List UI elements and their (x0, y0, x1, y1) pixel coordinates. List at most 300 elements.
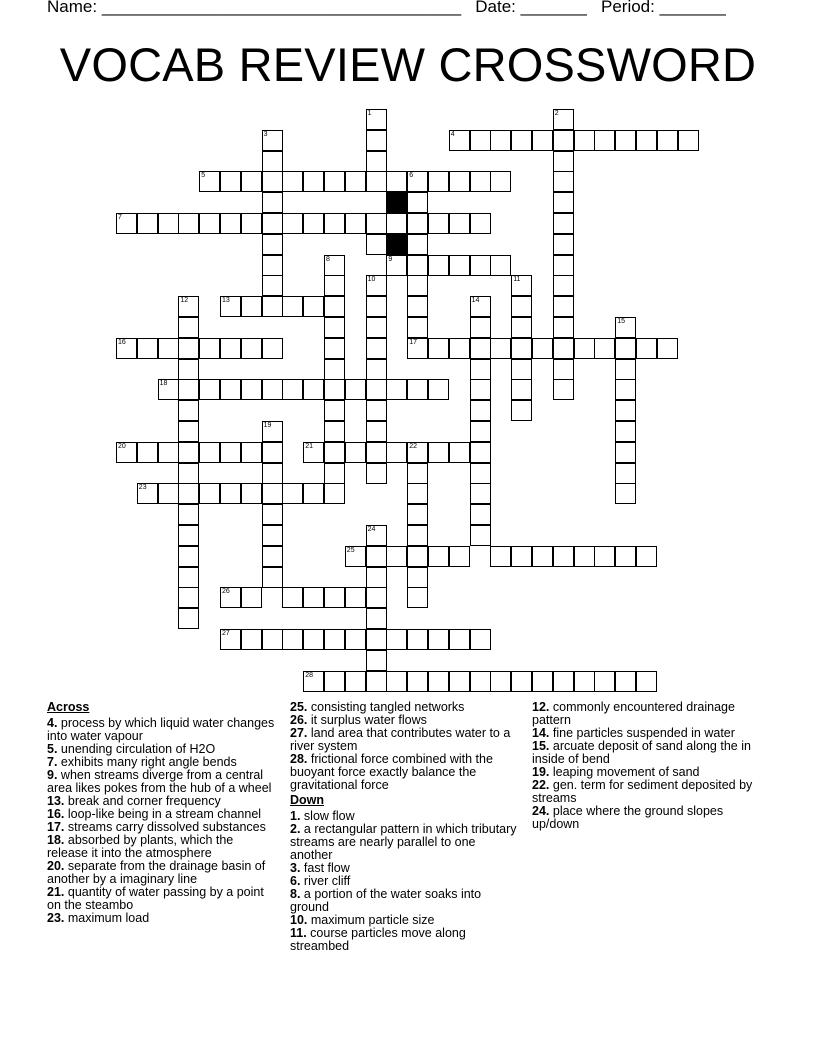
clue-text: frictional force combined with the buoyant force exactly balance the gravitational force (290, 752, 493, 792)
crossword-cell[interactable] (178, 463, 199, 484)
crossword-cell[interactable] (220, 629, 241, 650)
crossword-cell[interactable] (407, 525, 428, 546)
crossword-cell[interactable] (366, 379, 387, 400)
crossword-cell[interactable] (553, 359, 574, 380)
crossword-cell[interactable] (553, 130, 574, 151)
crossword-cell[interactable] (303, 587, 324, 608)
crossword-cell[interactable] (407, 296, 428, 317)
clue-item (47, 834, 277, 860)
crossword-cell[interactable] (490, 546, 511, 567)
crossword-cell[interactable] (241, 213, 262, 234)
crossword-cell[interactable] (366, 587, 387, 608)
crossword-cell[interactable] (490, 338, 511, 359)
crossword-cell[interactable] (490, 255, 511, 276)
crossword-cell[interactable] (262, 234, 283, 255)
crossword-cell[interactable] (303, 213, 324, 234)
crossword-cell[interactable] (366, 546, 387, 567)
crossword-cell[interactable] (324, 442, 345, 463)
crossword-cell[interactable] (553, 317, 574, 338)
crossword-cell[interactable] (199, 442, 220, 463)
crossword-cell[interactable] (407, 338, 428, 359)
crossword-cell[interactable] (366, 296, 387, 317)
crossword-cell[interactable] (470, 130, 491, 151)
crossword-cell[interactable] (386, 442, 407, 463)
crossword-cell[interactable] (407, 171, 428, 192)
crossword-cell[interactable] (178, 359, 199, 380)
crossword-cell[interactable] (241, 629, 262, 650)
crossword-cell[interactable] (428, 379, 449, 400)
clue-text: slow flow (303, 809, 355, 823)
crossword-cell[interactable] (615, 317, 636, 338)
crossword-cell[interactable] (553, 213, 574, 234)
crossword-cell[interactable] (594, 338, 615, 359)
clue-number: 19 (263, 422, 272, 429)
crossword-cell[interactable] (366, 275, 387, 296)
crossword-cell[interactable] (178, 567, 199, 588)
clue-number-label: 27. (290, 726, 308, 740)
crossword-cell[interactable] (345, 442, 366, 463)
crossword-cell[interactable] (262, 213, 283, 234)
crossword-cell[interactable] (220, 483, 241, 504)
crossword-cell[interactable] (282, 296, 303, 317)
crossword-cell[interactable] (178, 525, 199, 546)
crossword-cell[interactable] (220, 442, 241, 463)
crossword-cell[interactable] (158, 338, 179, 359)
crossword-cell[interactable] (178, 483, 199, 504)
crossword-cell[interactable] (303, 483, 324, 504)
crossword-cell[interactable] (262, 379, 283, 400)
crossword-cell[interactable] (407, 567, 428, 588)
crossword-cell[interactable] (615, 483, 636, 504)
crossword-cell[interactable] (449, 671, 470, 692)
crossword-cell[interactable] (449, 629, 470, 650)
crossword-cell[interactable] (428, 629, 449, 650)
crossword-cell[interactable] (366, 151, 387, 172)
crossword-cell[interactable] (241, 338, 262, 359)
crossword-cell[interactable] (615, 442, 636, 463)
crossword-cell[interactable] (470, 671, 491, 692)
crossword-cell[interactable] (470, 400, 491, 421)
crossword-cell[interactable] (262, 629, 283, 650)
crossword-cell[interactable] (553, 275, 574, 296)
crossword-cell[interactable] (574, 338, 595, 359)
crossword-cell[interactable] (303, 296, 324, 317)
crossword-cell[interactable] (470, 629, 491, 650)
crossword-cell[interactable] (636, 546, 657, 567)
crossword-cell[interactable] (366, 442, 387, 463)
crossword-cell[interactable] (615, 546, 636, 567)
crossword-cell[interactable] (241, 379, 262, 400)
crossword-cell[interactable] (553, 379, 574, 400)
crossword-cell[interactable] (428, 171, 449, 192)
crossword-cell[interactable] (345, 171, 366, 192)
crossword-cell[interactable] (262, 338, 283, 359)
crossword-cell[interactable] (428, 213, 449, 234)
clue-number: 11 (513, 276, 521, 284)
crossword-cell[interactable] (470, 379, 491, 400)
crossword-cell[interactable] (241, 483, 262, 504)
crossword-cell[interactable] (574, 130, 595, 151)
crossword-cell[interactable] (220, 379, 241, 400)
crossword-cell[interactable] (262, 255, 283, 276)
crossword-cell[interactable] (262, 442, 283, 463)
crossword-cell[interactable] (574, 671, 595, 692)
crossword-cell[interactable] (262, 525, 283, 546)
crossword-cell[interactable] (594, 546, 615, 567)
crossword-cell[interactable] (449, 338, 470, 359)
crossword-cell[interactable] (470, 338, 491, 359)
student-info-line (47, 0, 787, 18)
crossword-cell[interactable] (490, 171, 511, 192)
crossword-cell[interactable] (366, 130, 387, 151)
crossword-cell[interactable] (282, 171, 303, 192)
crossword-cell[interactable] (574, 546, 595, 567)
crossword-cell[interactable] (386, 671, 407, 692)
crossword-cell[interactable] (366, 359, 387, 380)
black-square (386, 192, 407, 213)
clue-number-label: 8. (290, 887, 301, 901)
crossword-cell[interactable] (324, 317, 345, 338)
crossword-cell[interactable] (366, 234, 387, 255)
crossword-cell[interactable] (449, 442, 470, 463)
crossword-cell[interactable] (449, 130, 470, 151)
crossword-cell[interactable] (470, 171, 491, 192)
crossword-cell[interactable] (178, 213, 199, 234)
crossword-cell[interactable] (345, 671, 366, 692)
crossword-cell[interactable] (470, 213, 491, 234)
crossword-cell[interactable] (324, 379, 345, 400)
crossword-cell[interactable] (178, 296, 199, 317)
crossword-cell[interactable] (199, 338, 220, 359)
crossword-cell[interactable] (262, 504, 283, 525)
crossword-cell[interactable] (511, 671, 532, 692)
crossword-cell[interactable] (303, 629, 324, 650)
crossword-cell[interactable] (407, 275, 428, 296)
clue-number-label: 20. (47, 859, 65, 873)
crossword-cell[interactable] (428, 546, 449, 567)
crossword-cell[interactable] (511, 546, 532, 567)
clue-item (47, 860, 277, 886)
crossword-cell[interactable] (116, 338, 137, 359)
crossword-cell[interactable] (116, 442, 137, 463)
black-square (386, 234, 407, 255)
crossword-cell[interactable] (449, 546, 470, 567)
crossword-cell[interactable] (407, 504, 428, 525)
crossword-cell[interactable] (366, 650, 387, 671)
clue-text: absorbed by plants, which the release it into the atmosphere (47, 833, 234, 860)
crossword-cell[interactable] (366, 338, 387, 359)
crossword-cell[interactable] (428, 671, 449, 692)
crossword-cell[interactable] (386, 213, 407, 234)
clue-text: maximum particle size (310, 913, 435, 927)
clue-number-label: 7. (47, 755, 58, 769)
crossword-cell[interactable] (178, 587, 199, 608)
crossword-cell[interactable] (657, 338, 678, 359)
crossword-cell[interactable] (615, 671, 636, 692)
crossword-cell[interactable] (366, 421, 387, 442)
crossword-cell[interactable] (262, 192, 283, 213)
crossword-cell[interactable] (615, 379, 636, 400)
crossword-cell[interactable] (158, 442, 179, 463)
crossword-cell[interactable] (470, 421, 491, 442)
crossword-cell[interactable] (366, 171, 387, 192)
date-blank[interactable]: _______ (520, 0, 587, 16)
crossword-cell[interactable] (636, 671, 657, 692)
crossword-cell[interactable] (511, 317, 532, 338)
crossword-cell[interactable] (303, 442, 324, 463)
crossword-cell[interactable] (137, 483, 158, 504)
crossword-cell[interactable] (199, 213, 220, 234)
clue-number: 4 (450, 130, 455, 138)
crossword-cell[interactable] (178, 338, 199, 359)
crossword-cell[interactable] (428, 255, 449, 276)
clue-number-label: 25. (290, 700, 308, 714)
crossword-cell[interactable] (178, 421, 199, 442)
crossword-cell[interactable] (366, 213, 387, 234)
clue-number-label: 4. (47, 716, 58, 730)
date-label: Date: (475, 0, 516, 16)
crossword-cell[interactable] (407, 379, 428, 400)
crossword-cell[interactable] (511, 400, 532, 421)
crossword-cell[interactable] (178, 608, 199, 629)
crossword-cell[interactable] (553, 171, 574, 192)
crossword-cell[interactable] (324, 421, 345, 442)
crossword-cell[interactable] (262, 171, 283, 192)
crossword-cell[interactable] (345, 587, 366, 608)
crossword-cell[interactable] (470, 504, 491, 525)
crossword-cell[interactable] (324, 463, 345, 484)
crossword-cell[interactable] (241, 442, 262, 463)
crossword-cell[interactable] (158, 483, 179, 504)
crossword-cell[interactable] (615, 338, 636, 359)
crossword-cell[interactable] (490, 671, 511, 692)
crossword-cell[interactable] (178, 442, 199, 463)
crossword-cell[interactable] (449, 171, 470, 192)
crossword-cell[interactable] (178, 400, 199, 421)
crossword-cell[interactable] (324, 213, 345, 234)
crossword-cell[interactable] (470, 317, 491, 338)
crossword-cell[interactable] (282, 379, 303, 400)
crossword-cell[interactable] (407, 255, 428, 276)
crossword-cell[interactable] (407, 546, 428, 567)
crossword-cell[interactable] (553, 546, 574, 567)
crossword-cell[interactable] (366, 567, 387, 588)
crossword-cell[interactable] (511, 338, 532, 359)
crossword-cell[interactable] (262, 483, 283, 504)
crossword-cell[interactable] (178, 317, 199, 338)
crossword-cell[interactable] (324, 483, 345, 504)
crossword-cell[interactable] (386, 546, 407, 567)
clue-number: 2 (554, 110, 559, 117)
crossword-cell[interactable] (553, 296, 574, 317)
crossword-cell[interactable] (262, 546, 283, 567)
crossword-cell[interactable] (470, 483, 491, 504)
crossword-cell[interactable] (449, 255, 470, 276)
crossword-cell[interactable] (470, 442, 491, 463)
crossword-cell[interactable] (178, 379, 199, 400)
crossword-cell[interactable] (137, 338, 158, 359)
crossword-cell[interactable] (178, 546, 199, 567)
crossword-cell[interactable] (262, 421, 283, 442)
crossword-cell[interactable] (449, 213, 470, 234)
clue-item (532, 805, 754, 831)
crossword-cell[interactable] (345, 546, 366, 567)
crossword-cell[interactable] (470, 463, 491, 484)
crossword-cell[interactable] (407, 192, 428, 213)
clue-number: 12 (180, 297, 189, 305)
crossword-cell[interactable] (282, 213, 303, 234)
crossword-cell[interactable] (303, 171, 324, 192)
crossword-cell[interactable] (158, 213, 179, 234)
crossword-cell[interactable] (262, 151, 283, 172)
clue-number: 25 (346, 546, 355, 554)
crossword-cell[interactable] (262, 296, 283, 317)
crossword-cell[interactable] (199, 379, 220, 400)
name-blank[interactable]: ______________________________________ (101, 0, 462, 16)
crossword-cell[interactable] (262, 275, 283, 296)
crossword-cell[interactable] (241, 587, 262, 608)
crossword-cell[interactable] (553, 671, 574, 692)
crossword-cell[interactable] (407, 442, 428, 463)
crossword-cell[interactable] (407, 213, 428, 234)
crossword-cell[interactable] (407, 234, 428, 255)
crossword-cell[interactable] (615, 359, 636, 380)
crossword-cell[interactable] (324, 587, 345, 608)
crossword-cell[interactable] (220, 338, 241, 359)
clue-number-label: 26. (290, 713, 308, 727)
crossword-cell[interactable] (532, 338, 553, 359)
crossword-cell[interactable] (366, 608, 387, 629)
crossword-cell[interactable] (532, 671, 553, 692)
across-clue-list-continued (290, 701, 518, 792)
crossword-cell[interactable] (220, 213, 241, 234)
clue-number: 15 (617, 318, 625, 325)
clue-number: 22 (409, 442, 417, 450)
crossword-cell[interactable] (262, 463, 283, 484)
clue-item (532, 740, 754, 766)
crossword-cell[interactable] (303, 379, 324, 400)
crossword-cell[interactable] (366, 525, 387, 546)
crossword-cell[interactable] (490, 130, 511, 151)
crossword-cell[interactable] (324, 296, 345, 317)
crossword-cell[interactable] (615, 400, 636, 421)
crossword-cell[interactable] (241, 171, 262, 192)
crossword-cell[interactable] (324, 338, 345, 359)
crossword-cell[interactable] (366, 317, 387, 338)
crossword-cell[interactable] (386, 255, 407, 276)
crossword-cell[interactable] (428, 338, 449, 359)
crossword-cell[interactable] (345, 629, 366, 650)
crossword-cell[interactable] (407, 463, 428, 484)
crossword-cell[interactable] (678, 130, 699, 151)
crossword-cell[interactable] (553, 234, 574, 255)
crossword-cell[interactable] (532, 130, 553, 151)
crossword-cell[interactable] (511, 296, 532, 317)
crossword-cell[interactable] (324, 255, 345, 276)
crossword-cell[interactable] (428, 442, 449, 463)
crossword-cell[interactable] (366, 671, 387, 692)
crossword-cell[interactable] (137, 442, 158, 463)
crossword-cell[interactable] (553, 109, 574, 130)
crossword-cell[interactable] (511, 130, 532, 151)
crossword-cell[interactable] (636, 338, 657, 359)
clue-item (47, 769, 277, 795)
crossword-cell[interactable] (303, 671, 324, 692)
crossword-cell[interactable] (615, 130, 636, 151)
crossword-cell[interactable] (345, 379, 366, 400)
crossword-cell[interactable] (407, 483, 428, 504)
clue-number: 13 (222, 297, 230, 305)
crossword-cell[interactable] (470, 296, 491, 317)
crossword-cell[interactable] (594, 130, 615, 151)
name-label: Name: (47, 0, 98, 16)
crossword-cell[interactable] (386, 171, 407, 192)
crossword-cell[interactable] (178, 504, 199, 525)
crossword-cell[interactable] (407, 587, 428, 608)
crossword-cell[interactable] (241, 296, 262, 317)
crossword-cell[interactable] (262, 567, 283, 588)
crossword-cell[interactable] (553, 192, 574, 213)
crossword-cell[interactable] (553, 151, 574, 172)
crossword-cell[interactable] (636, 130, 657, 151)
crossword-cell[interactable] (366, 463, 387, 484)
crossword-cell[interactable] (324, 400, 345, 421)
crossword-cell[interactable] (407, 317, 428, 338)
crossword-cell[interactable] (594, 671, 615, 692)
crossword-cell[interactable] (282, 483, 303, 504)
crossword-cell[interactable] (470, 255, 491, 276)
crossword-cell[interactable] (199, 483, 220, 504)
crossword-cell[interactable] (470, 359, 491, 380)
crossword-cell[interactable] (220, 587, 241, 608)
crossword-cell[interactable] (345, 213, 366, 234)
crossword-cell[interactable] (116, 213, 137, 234)
crossword-cell[interactable] (324, 275, 345, 296)
crossword-cell[interactable] (324, 171, 345, 192)
crossword-cell[interactable] (511, 379, 532, 400)
crossword-cell[interactable] (553, 255, 574, 276)
crossword-cell[interactable] (282, 629, 303, 650)
crossword-cell[interactable] (532, 546, 553, 567)
crossword-cell[interactable] (324, 671, 345, 692)
crossword-cell[interactable] (262, 130, 283, 151)
crossword-cell[interactable] (366, 109, 387, 130)
crossword-cell[interactable] (511, 275, 532, 296)
crossword-cell[interactable] (324, 359, 345, 380)
crossword-cell[interactable] (386, 379, 407, 400)
crossword-cell[interactable] (657, 130, 678, 151)
period-blank[interactable]: _______ (659, 0, 726, 16)
crossword-cell[interactable] (615, 463, 636, 484)
crossword-cell[interactable] (366, 629, 387, 650)
crossword-cell[interactable] (220, 171, 241, 192)
crossword-cell[interactable] (553, 338, 574, 359)
crossword-cell[interactable] (199, 171, 220, 192)
crossword-cell[interactable] (158, 379, 179, 400)
crossword-cell[interactable] (220, 296, 241, 317)
crossword-cell[interactable] (282, 587, 303, 608)
clue-number-label: 21. (47, 885, 65, 899)
crossword-cell[interactable] (470, 525, 491, 546)
crossword-cell[interactable] (324, 629, 345, 650)
crossword-cell[interactable] (366, 400, 387, 421)
crossword-cell[interactable] (407, 629, 428, 650)
crossword-cell[interactable] (407, 671, 428, 692)
crossword-cell[interactable] (137, 213, 158, 234)
crossword-cell[interactable] (386, 629, 407, 650)
crossword-cell[interactable] (511, 359, 532, 380)
crossword-cell[interactable] (615, 421, 636, 442)
